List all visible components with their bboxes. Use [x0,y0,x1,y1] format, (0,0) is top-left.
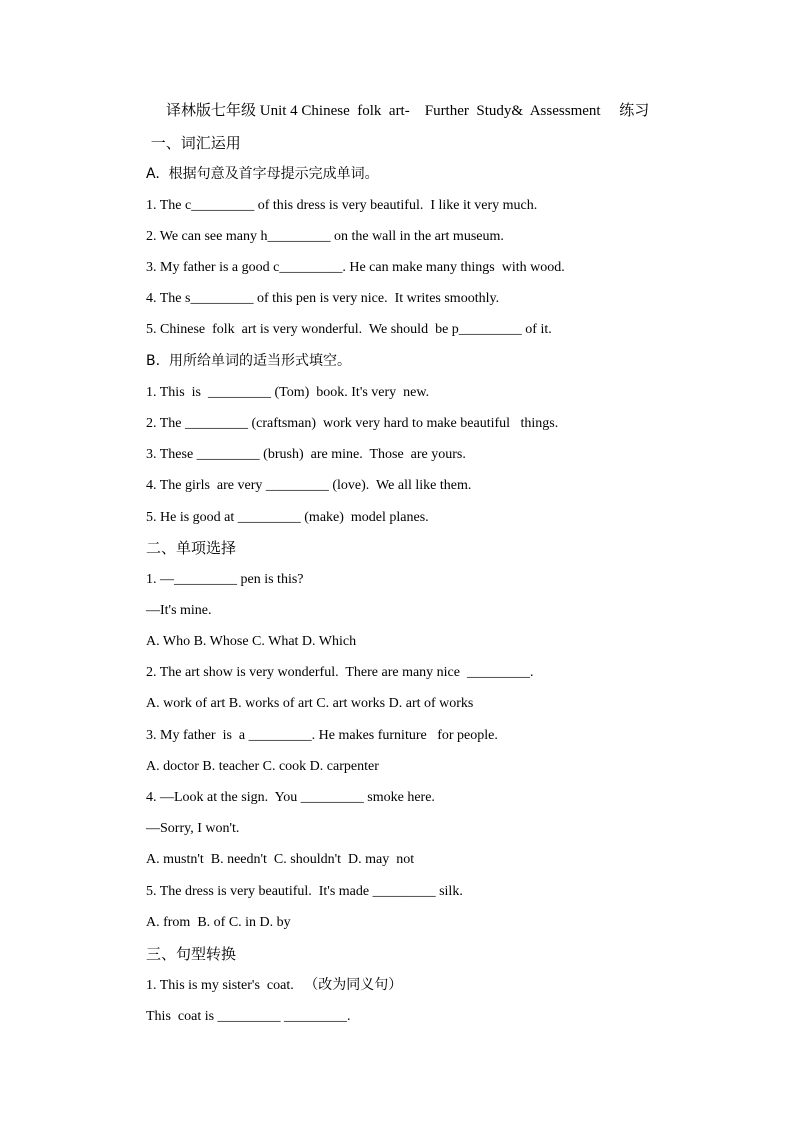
question-a-5: 5. Chinese folk art is very wonderful. We should be p_________ of it. [146,322,552,337]
mc-options-2: A. work of art B. works of art C. art works D. art of works [146,696,474,711]
question-b-2: 2. The _________ (craftsman) work very hard to make beautiful things. [146,416,559,431]
mc-answer-1: —It's mine. [146,603,212,618]
mc-question-3: 3. My father is a _________. He makes furniture for people. [146,728,498,743]
mc-question-5: 5. The dress is very beautiful. It's made _________ silk. [146,884,463,899]
transform-question-1: 1. This is my sister's coat. （改为同义句） [146,978,403,993]
transform-answer-1: This coat is _________ _________. [146,1009,351,1024]
part-heading-b: B. 用所给单词的适当形式填空。 [146,353,351,369]
question-b-3: 3. These _________ (brush) are mine. Those are yours. [146,447,466,462]
question-b-1: 1. This is _________ (Tom) book. It's very new. [146,385,430,400]
mc-options-1: A. Who B. Whose C. What D. Which [146,634,357,649]
mc-question-2: 2. The art show is very wonderful. There are many nice _________. [146,665,534,680]
question-a-3: 3. My father is a good c_________. He can make many things with wood. [146,260,565,275]
question-b-5: 5. He is good at _________ (make) model planes. [146,510,429,525]
part-heading-a: A. 根据句意及首字母提示完成单词。 [146,166,379,182]
section-heading-multiple-choice: 二、单项选择 [146,539,237,557]
question-a-2: 2. We can see many h_________ on the wall in the art museum. [146,229,504,244]
question-b-4: 4. The girls are very _________ (love). We all like them. [146,478,472,493]
section-heading-sentence-transformation: 三、句型转换 [146,945,237,963]
mc-question-1: 1. —_________ pen is this? [146,572,304,587]
question-a-1: 1. The c_________ of this dress is very beautiful. I like it very much. [146,198,538,213]
mc-options-3: A. doctor B. teacher C. cook D. carpenter [146,759,379,774]
mc-answer-4: —Sorry, I won't. [146,821,240,836]
mc-options-5: A. from B. of C. in D. by [146,915,291,930]
mc-question-4: 4. —Look at the sign. You _________ smoke here. [146,790,435,805]
question-a-4: 4. The s_________ of this pen is very nice. It writes smoothly. [146,291,500,306]
section-heading-vocabulary: 一、词汇运用 [146,134,241,152]
mc-options-4: A. mustn't B. needn't C. shouldn't D. may not [146,852,415,867]
document-title: 译林版七年级 Unit 4 Chinese folk art- Further Study& Assessment 练习 [166,103,650,119]
